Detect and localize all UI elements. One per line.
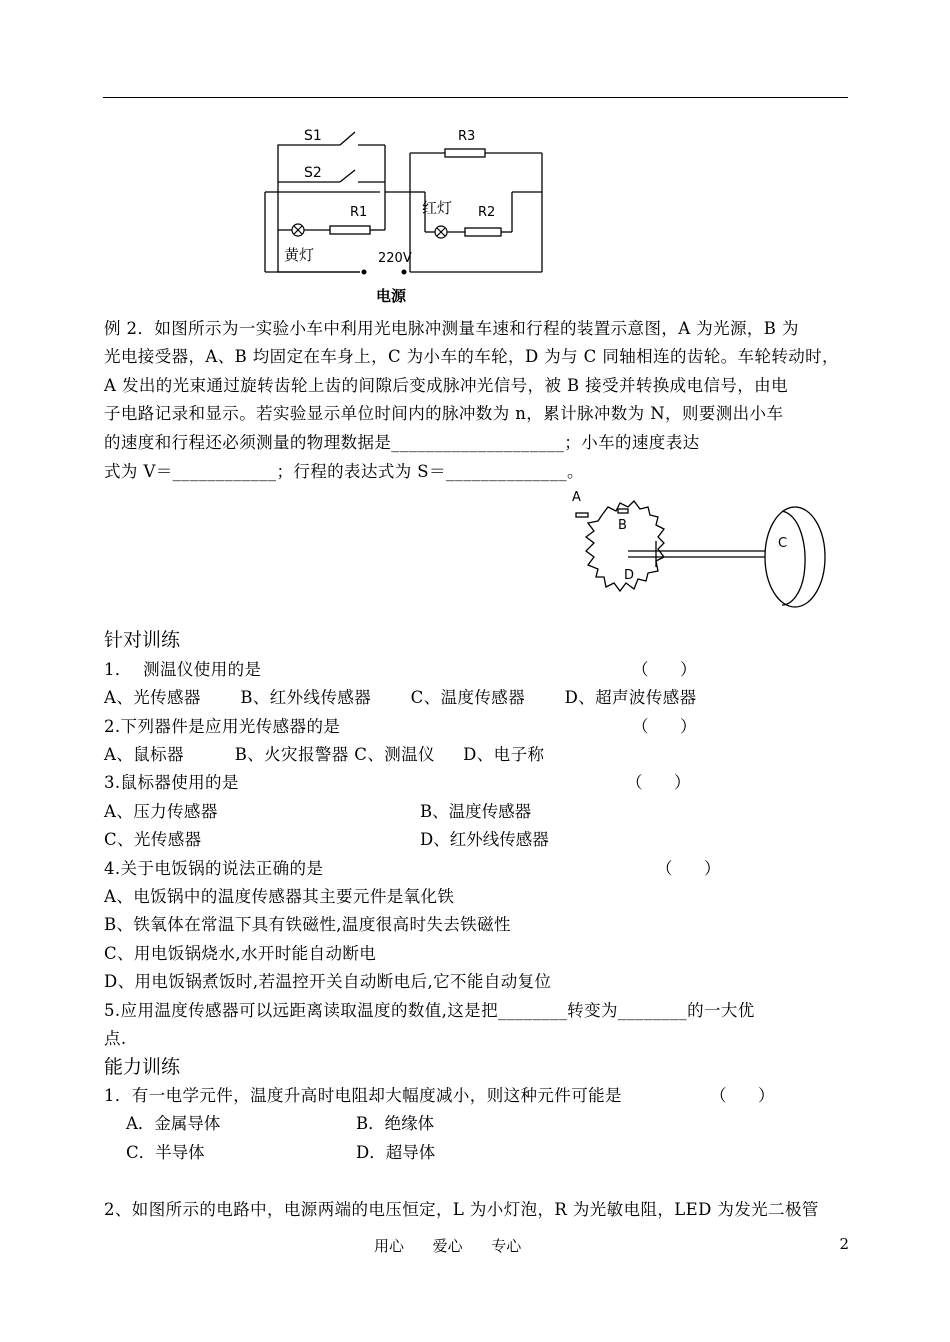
svg-text:R1: R1 — [350, 205, 368, 220]
svg-text:电源: 电源 — [376, 287, 407, 305]
q2-answer-blank: （ ） — [632, 717, 697, 736]
svg-text:S1: S1 — [304, 128, 322, 144]
q2-text: 2.下列器件是应用光传感器的是 — [104, 717, 341, 736]
circuit-diagram — [250, 120, 560, 310]
ability-q1-option-c: C．半导体 — [126, 1143, 205, 1162]
svg-text:S2: S2 — [304, 165, 322, 181]
header-rule — [103, 97, 848, 98]
ability-q2-text: 2、如图所示的电路中，电源两端的电压恒定，L 为小灯泡，R 为光敏电阻，LED 为发光二极管 — [104, 1200, 819, 1219]
q4-option-c: C、用电饭锅烧水,水开时能自动断电 — [104, 944, 377, 963]
page-number: 2 — [839, 1235, 849, 1253]
q4-option-d: D、用电饭锅煮饭时,若温控开关自动断电后,它不能自动复位 — [104, 972, 552, 991]
svg-text:黄灯: 黄灯 — [284, 246, 315, 264]
svg-text:红灯: 红灯 — [422, 199, 453, 217]
footer-motto: 用心 爱心 专心 — [374, 1237, 522, 1255]
q1-answer-blank: （ ） — [632, 660, 697, 679]
svg-text:B: B — [618, 518, 627, 533]
q4-option-b: B、铁氧体在常温下具有铁磁性,温度很高时失去铁磁性 — [104, 915, 511, 934]
ability-q1-option-b: B．绝缘体 — [356, 1114, 435, 1133]
ability-q1-text: 1．有一电学元件，温度升高时电阻却大幅度减小，则这种元件可能是 — [104, 1086, 622, 1105]
svg-text:D: D — [624, 568, 635, 583]
example2-line-4: 子电路记录和显示。若实验显示单位时间内的脉冲数为 n，累计脉冲数为 N，则要测出小车 — [104, 404, 784, 423]
q3-option-a: A、压力传感器 — [104, 802, 218, 821]
q1-options: A、光传感器 B、红外线传感器 C、温度传感器 D、超声波传感器 — [104, 688, 697, 707]
q3-answer-blank: （ ） — [626, 773, 691, 792]
example2-line-1: 例 2．如图所示为一实验小车中利用光电脉冲测量车速和行程的装置示意图，A 为光源，B 为 — [104, 319, 799, 338]
svg-text:R3: R3 — [458, 129, 476, 144]
section-heading-ability: 能力训练 — [104, 1056, 181, 1078]
section-heading-targeted: 针对训练 — [104, 629, 181, 651]
q3-text: 3.鼠标器使用的是 — [104, 773, 239, 792]
example2-line-3: A 发出的光束通过旋转齿轮上齿的间隙后变成脉冲光信号，被 B 接受并转换成电信号，由电 — [104, 376, 788, 395]
svg-text:R2: R2 — [478, 205, 496, 220]
q1-text: 1． 测温仪使用的是 — [104, 660, 262, 679]
svg-text:220V: 220V — [378, 251, 412, 266]
q4-answer-blank: （ ） — [656, 859, 721, 878]
q4-text: 4.关于电饭锅的说法正确的是 — [104, 859, 324, 878]
ability-q1-option-d: D．超导体 — [356, 1143, 436, 1162]
q5-line-2: 点. — [104, 1029, 127, 1048]
svg-text:A: A — [572, 490, 581, 505]
q2-options: A、鼠标器 B、火灾报警器 C、测温仪 D、电子称 — [104, 745, 545, 764]
q3-option-b: B、温度传感器 — [420, 802, 532, 821]
example2-line-6: 式为 V＝____________；行程的表达式为 S＝______________。 — [104, 462, 584, 481]
q3-option-c: C、光传感器 — [104, 830, 202, 849]
q5-line-1: 5.应用温度传感器可以远距离读取温度的数值,这是把________转变为________的一大优 — [104, 1001, 755, 1020]
example2-line-5: 的速度和行程还必须测量的物理数据是____________________；小车的速度表达 — [104, 433, 700, 452]
ability-q1-answer-blank: （ ） — [710, 1086, 775, 1105]
q4-option-a: A、电饭锅中的温度传感器其主要元件是氧化铁 — [104, 887, 455, 906]
ability-q1-option-a: A．金属导体 — [126, 1114, 221, 1133]
example2-line-2: 光电接受器，A、B 均固定在车身上，C 为小车的车轮，D 为与 C 同轴相连的齿轮。车轮转动时， — [104, 347, 839, 366]
gear-wheel-diagram — [560, 485, 840, 615]
svg-text:C: C — [778, 536, 788, 551]
q3-option-d: D、红外线传感器 — [420, 830, 549, 849]
